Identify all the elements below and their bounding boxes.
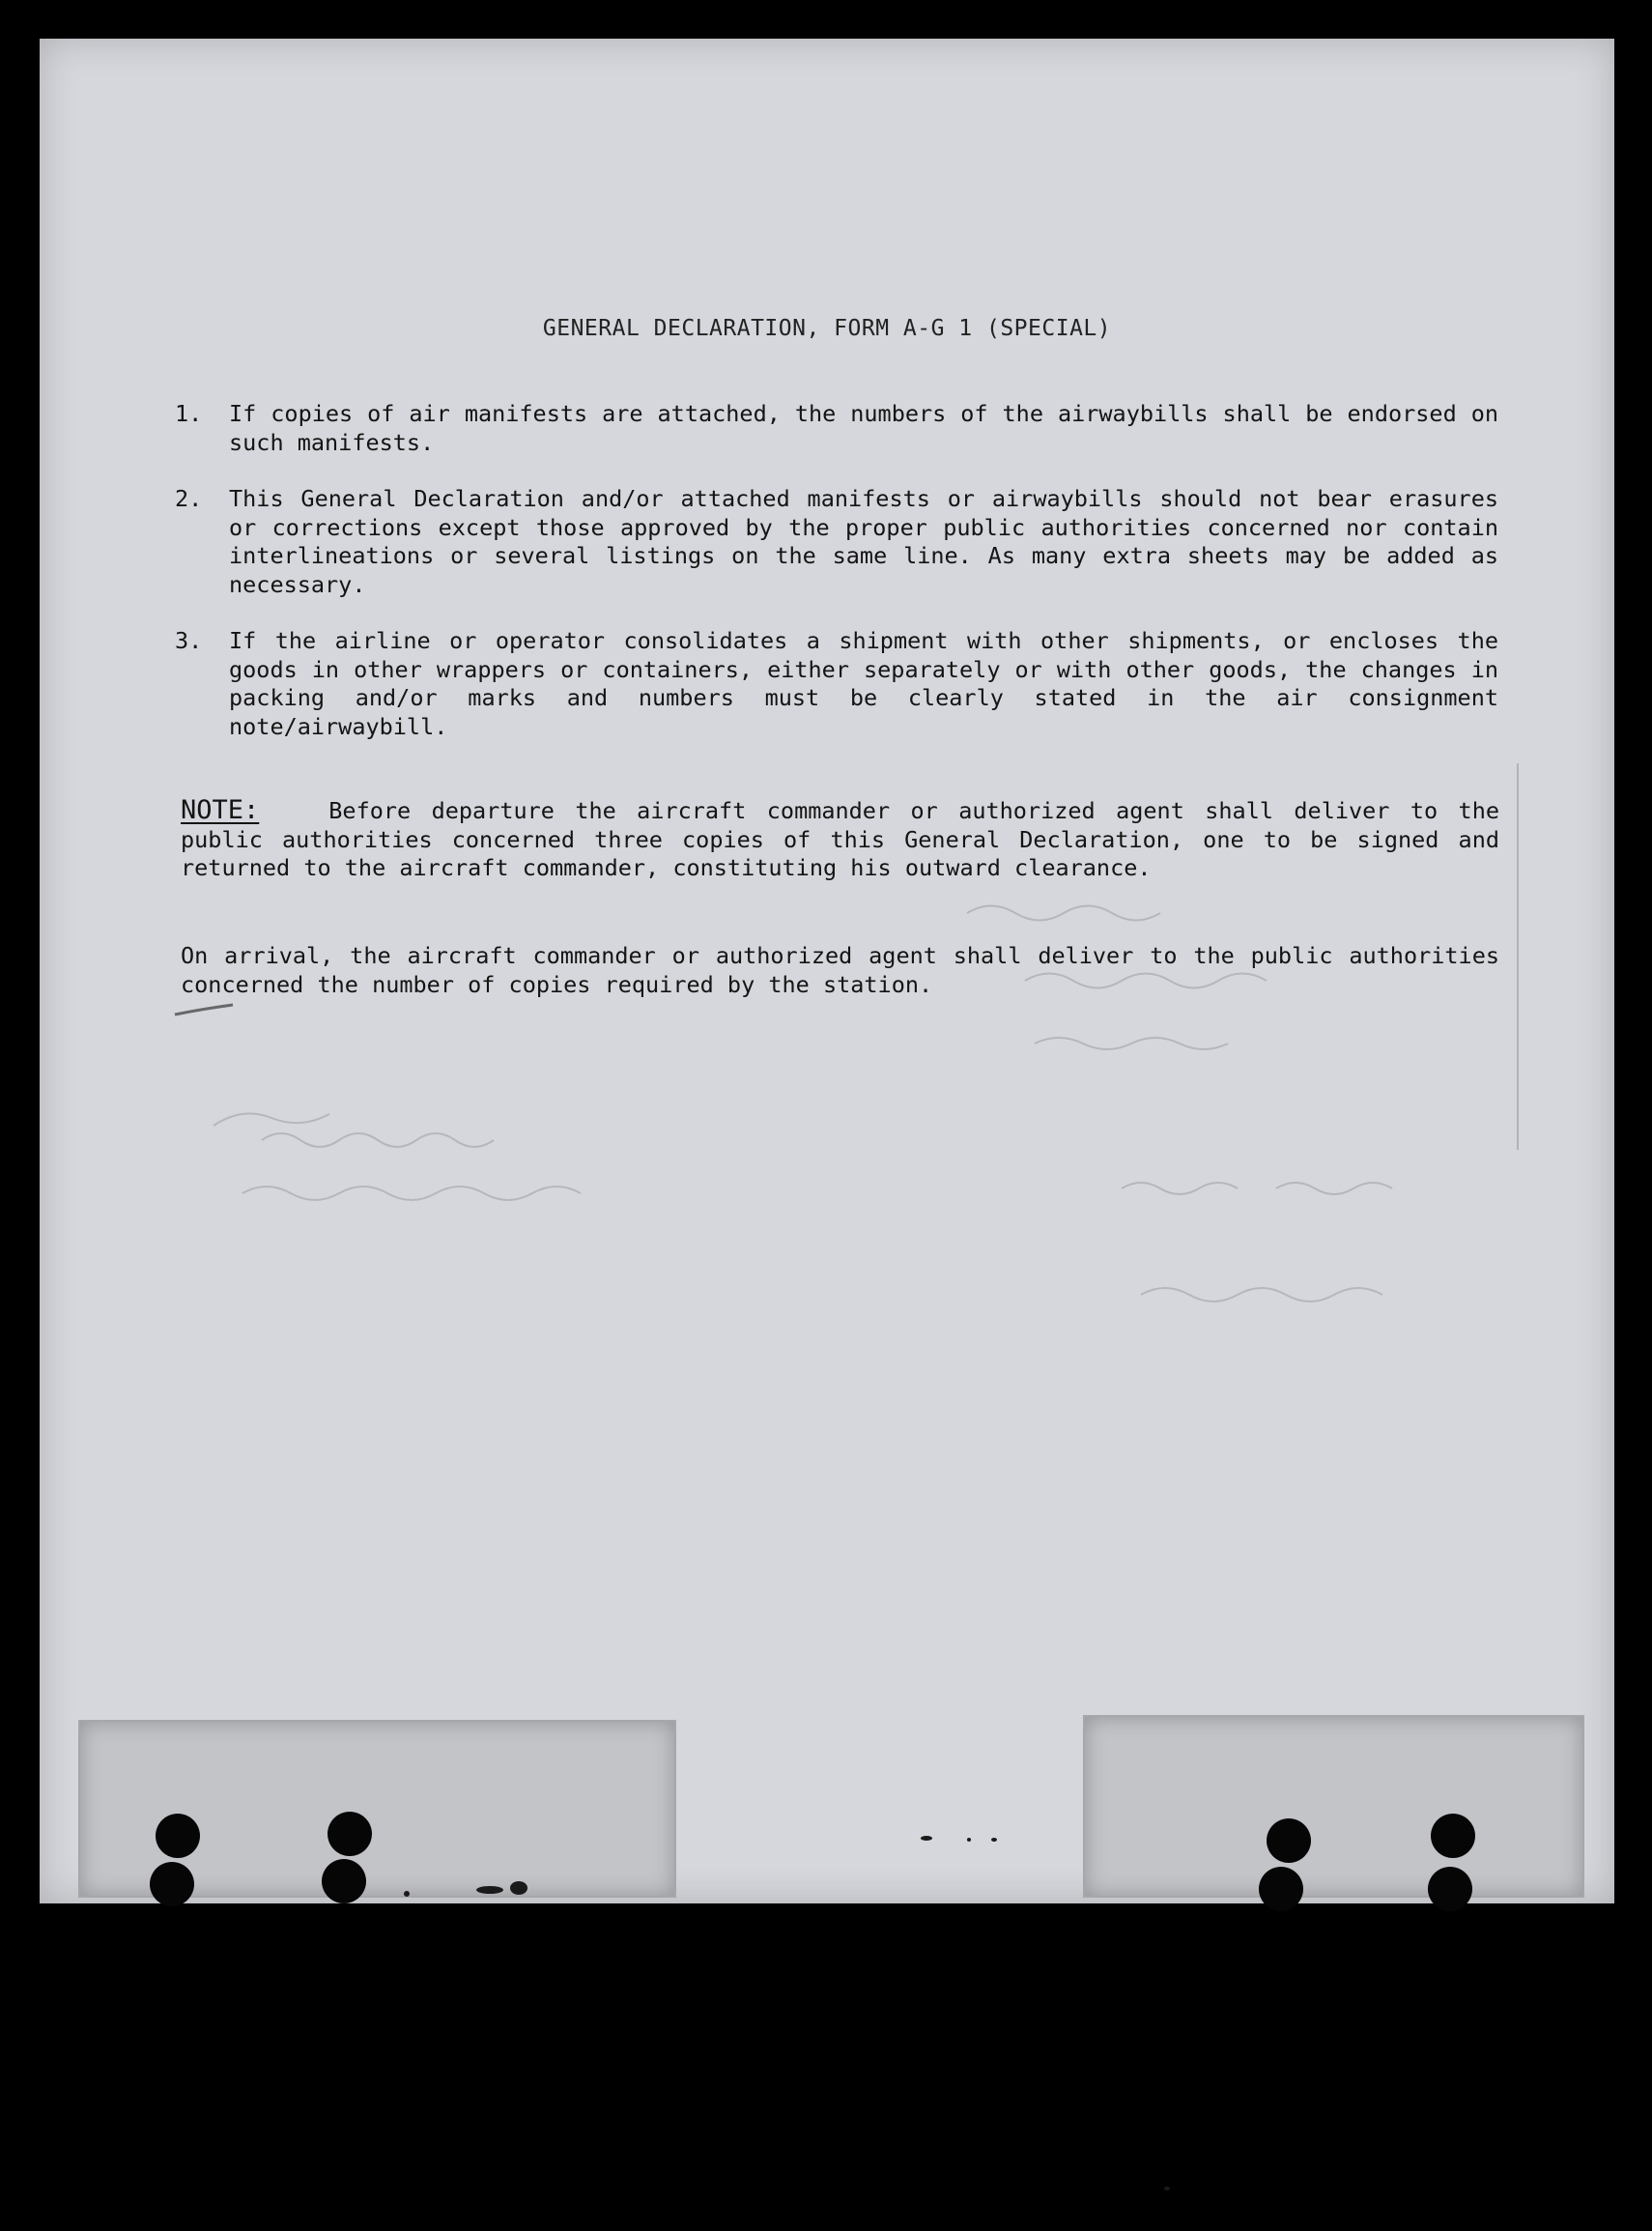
document-page <box>40 39 1614 1903</box>
punch-hole <box>150 1862 194 1906</box>
punch-hole <box>1428 1867 1472 1911</box>
item-text: If the airline or operator consolidates a shipment with other shipments, or encloses the goods in other wrappers or containers, either separately or with other goods, the changes in packing and/or marks and numbers must be clearly stated in the air consignment note/airwaybill. <box>229 627 1498 740</box>
speck <box>921 1836 932 1841</box>
item-number: 1. <box>175 400 203 427</box>
note-label: NOTE: <box>181 795 260 825</box>
punch-hole <box>328 1812 372 1856</box>
note-text: Before departure the aircraft commander or authorized agent shall deliver to the public authorities concerned three copies of this General Declaration, one to be signed and returned to the aircraft commander, constituting his outward clearance. <box>181 797 1499 881</box>
speck <box>476 1886 503 1894</box>
speck <box>510 1881 527 1895</box>
punch-hole <box>322 1859 366 1903</box>
speck <box>404 1891 410 1897</box>
punch-hole <box>1431 1814 1475 1858</box>
item-text: This General Declaration and/or attached manifests or airwaybills should not bear erasures or corrections except those approved by the proper public authorities concerned nor contain interlineations or several listings on the same line. As many extra sheets may be added as necessary. <box>229 485 1498 598</box>
item-number: 3. <box>175 627 203 654</box>
speck <box>967 1838 971 1842</box>
binding-tape-left <box>78 1720 676 1898</box>
bleed-through-scribbles <box>40 39 1614 1903</box>
speck <box>1164 2187 1170 2190</box>
arrival-paragraph: On arrival, the aircraft commander or authorized agent shall deliver to the public authorities concerned the number of copies required by the station. <box>181 942 1499 998</box>
document-title: GENERAL DECLARATION, FORM A-G 1 (SPECIAL) <box>542 316 1112 341</box>
item-number: 2. <box>175 485 203 512</box>
punch-hole <box>156 1814 200 1858</box>
item-text: If copies of air manifests are attached, the numbers of the airwaybills shall be endorsed on such manifests. <box>229 400 1498 456</box>
binding-tape-right <box>1083 1715 1584 1898</box>
speck <box>991 1838 997 1842</box>
punch-hole <box>1267 1818 1311 1863</box>
punch-hole <box>1259 1867 1303 1911</box>
